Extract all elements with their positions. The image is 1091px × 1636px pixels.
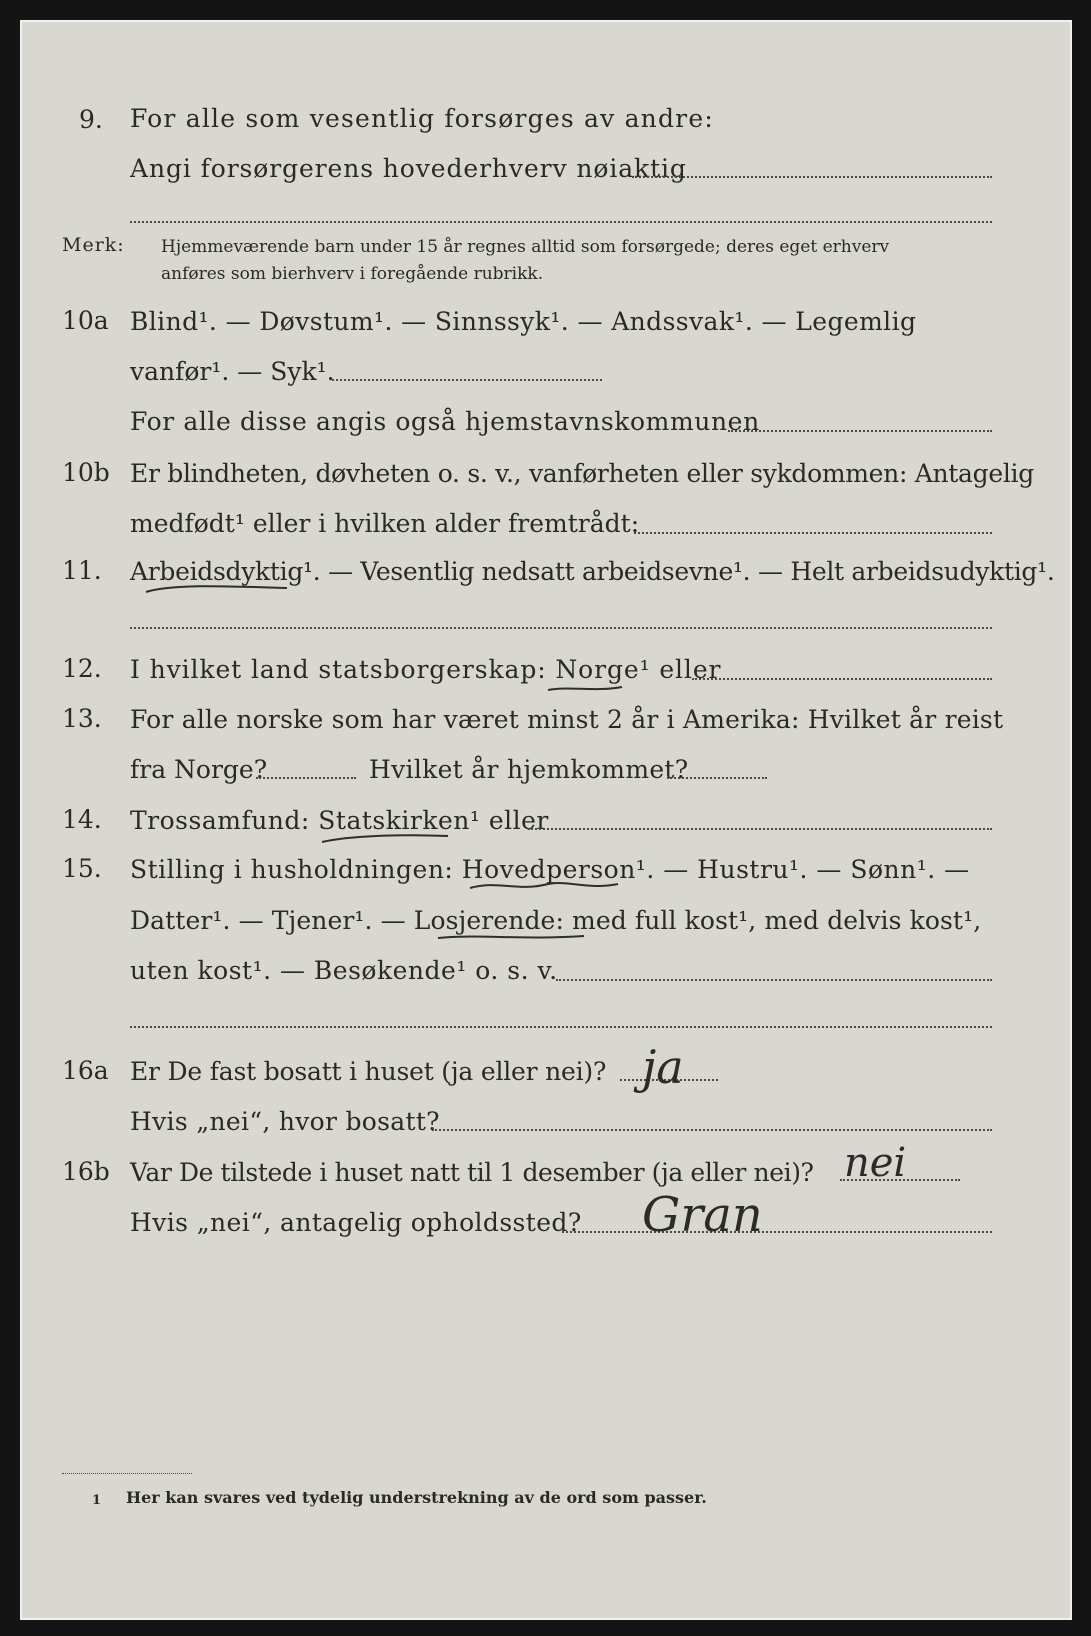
question-12-number: 12. bbox=[62, 654, 102, 683]
underline-arbeidsdyktig bbox=[142, 582, 292, 596]
question-16a-residence-field[interactable] bbox=[432, 1129, 992, 1131]
question-16b-handwritten-answer: nei bbox=[844, 1140, 907, 1186]
note-line2: anføres som bierhverv i foregående rubrikk. bbox=[161, 264, 544, 284]
question-16b-whereabouts-field[interactable] bbox=[562, 1231, 992, 1233]
question-10a-line3: For alle disse angis også hjemstavnskommunen bbox=[130, 407, 760, 436]
question-10b-answer-field[interactable] bbox=[634, 532, 992, 534]
note-line1: Hjemmeværende barn under 15 år regnes alltid som forsørgede; deres eget erhverv bbox=[161, 237, 890, 257]
question-10a-line1: Blind¹. — Døvstum¹. — Sinnssyk¹. — Andssvak¹. — Legemlig bbox=[130, 307, 917, 336]
question-13-number: 13. bbox=[62, 704, 102, 733]
census-form-page bbox=[20, 20, 1072, 1620]
question-10b-number: 10b bbox=[62, 458, 110, 487]
question-12-line1: I hvilket land statsborgerskap: Norge¹ eller bbox=[130, 655, 722, 684]
question-16a-line1: Er De fast bosatt i huset (ja eller nei)? bbox=[130, 1057, 607, 1086]
question-13-emigration-year-field[interactable] bbox=[256, 777, 356, 779]
question-15-extra-line[interactable] bbox=[130, 1026, 992, 1028]
question-16a-number: 16a bbox=[62, 1056, 109, 1085]
question-14-number: 14. bbox=[62, 805, 102, 834]
question-15-answer-field[interactable] bbox=[556, 979, 992, 981]
question-14-answer-field[interactable] bbox=[528, 828, 992, 830]
question-10a-answer-field[interactable] bbox=[332, 379, 602, 381]
underline-norge bbox=[546, 682, 626, 696]
question-9-number: 9. bbox=[79, 105, 103, 134]
question-11-line1: Arbeidsdyktig¹. — Vesentlig nedsatt arbeidsevne¹. — Helt arbeidsudyktig¹. bbox=[130, 557, 1055, 586]
question-16b-answer-field[interactable] bbox=[840, 1179, 960, 1181]
question-10b-line1: Er blindheten, døvheten o. s. v., vanførheten eller sykdommen: Antagelig bbox=[130, 459, 1034, 488]
question-15-line2: Datter¹. — Tjener¹. — Losjerende: med full kost¹, med delvis kost¹, bbox=[130, 906, 982, 935]
question-9-extra-line[interactable] bbox=[130, 221, 992, 223]
question-10a-line2: vanfør¹. — Syk¹. bbox=[130, 357, 335, 386]
question-15-number: 15. bbox=[62, 854, 102, 883]
footnote-text: Her kan svares ved tydelig understrekning av de ord som passer. bbox=[126, 1488, 707, 1507]
underline-statskirken bbox=[318, 832, 458, 846]
footnote-separator bbox=[62, 1473, 192, 1474]
question-13-return-year-field[interactable] bbox=[667, 777, 767, 779]
question-16a-handwritten-answer: ja bbox=[642, 1040, 684, 1094]
question-10a-number: 10a bbox=[62, 306, 109, 335]
question-15-line3: uten kost¹. — Besøkende¹ o. s. v. bbox=[130, 956, 558, 985]
question-12-answer-field[interactable] bbox=[692, 678, 992, 680]
question-13-line2b: Hvilket år hjemkommet? bbox=[369, 755, 689, 784]
footnote-mark: 1 bbox=[92, 1493, 102, 1508]
question-16a-line2: Hvis „nei“, hvor bosatt? bbox=[130, 1107, 440, 1136]
note-label: Merk: bbox=[62, 234, 125, 256]
question-16b-number: 16b bbox=[62, 1157, 110, 1186]
question-15-line1: Stilling i husholdningen: Hovedperson¹. — Hustru¹. — Sønn¹. — bbox=[130, 855, 970, 884]
question-10a-hometown-field[interactable] bbox=[728, 430, 992, 432]
underline-losjerende bbox=[434, 930, 594, 944]
question-13-line2a: fra Norge? bbox=[130, 755, 268, 784]
question-16b-handwritten-whereabouts: Gran bbox=[642, 1187, 763, 1243]
question-9-line1: For alle som vesentlig forsørges av andre: bbox=[130, 104, 714, 133]
question-14-line1: Trossamfund: Statskirken¹ eller bbox=[130, 806, 549, 835]
question-16b-line1: Var De tilstede i huset natt til 1 desember (ja eller nei)? bbox=[130, 1158, 814, 1187]
underline-hovedperson bbox=[468, 878, 638, 894]
question-10b-line2: medfødt¹ eller i hvilken alder fremtrådt: bbox=[130, 509, 640, 538]
question-16b-line2: Hvis „nei“, antagelig opholdssted? bbox=[130, 1208, 582, 1237]
question-11-number: 11. bbox=[62, 556, 102, 585]
question-11-extra-line[interactable] bbox=[130, 627, 992, 629]
question-9-line2: Angi forsørgerens hovederhverv nøiaktig bbox=[130, 154, 687, 183]
question-9-answer-field[interactable] bbox=[632, 176, 992, 178]
question-13-line1: For alle norske som har været minst 2 år i Amerika: Hvilket år reist bbox=[130, 705, 1004, 734]
